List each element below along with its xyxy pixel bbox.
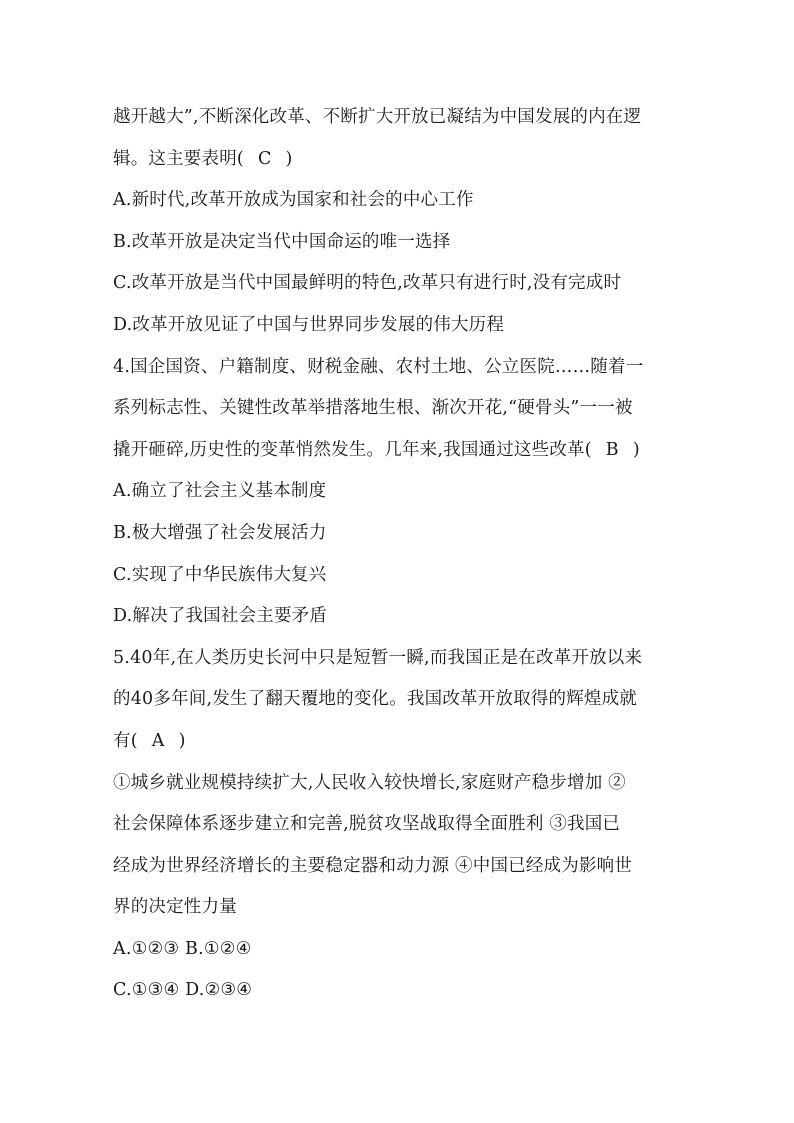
- q3-stem-suffix: ): [285, 148, 293, 169]
- q4-stem-line-1: 4.国企国资、户籍制度、财税金融、农村土地、公立医院……随着一: [113, 356, 644, 377]
- q3-option-c: C.改革开放是当代中国最鲜明的特色,改革只有进行时,没有完成时: [113, 273, 622, 294]
- q5-statement-line-4: 界的决定性力量: [113, 897, 237, 918]
- q5-statement-line-2: 社会保障体系逐步建立和完善,脱贫攻坚战取得全面胜利 ③我国已: [113, 814, 621, 835]
- q3-stem-line-2: [113, 139, 698, 181]
- q5-answer: A: [151, 730, 165, 751]
- q5-statement-line-3: 经成为世界经济增长的主要稳定器和动力源 ④中国已经成为影响世: [113, 855, 633, 876]
- q3-option-a: A.新时代,改革开放成为国家和社会的中心工作: [113, 190, 474, 211]
- q4-option-c: C.实现了中华民族伟大复兴: [113, 564, 327, 585]
- q5-statement-line-1: ①城乡就业规模持续扩大,人民收入较快增长,家庭财产稳步增加 ②: [113, 772, 626, 793]
- q4-answer: B: [605, 439, 619, 460]
- q5-stem-line-3: [113, 721, 698, 763]
- q5-stem-line-2: 的40多年间,发生了翻天覆地的变化。我国改革开放取得的辉煌成就: [113, 689, 638, 710]
- question-content: [113, 97, 698, 1012]
- q3-option-d: D.改革开放见证了中国与世界同步发展的伟大历程: [113, 314, 505, 335]
- q4-option-d: D.解决了我国社会主要矛盾: [113, 606, 328, 627]
- q3-answer: C: [257, 148, 272, 169]
- q4-stem-suffix: ): [632, 439, 640, 460]
- q4-stem-line-3: [113, 430, 698, 472]
- q5-options-row-1: A.①②③ B.①②④: [113, 938, 252, 959]
- q5-stem-suffix: ): [178, 730, 186, 751]
- q4-option-b: B.极大增强了社会发展活力: [113, 522, 327, 543]
- q5-stem-prefix: 有(: [113, 730, 138, 751]
- q5-options-row-2: C.①③④ D.②③④: [113, 980, 253, 1001]
- q3-stem-prefix: 辑。这主要表明(: [113, 148, 244, 169]
- q4-stem-prefix: 撬开砸碎,历史性的变革悄然发生。几年来,我国通过这些改革(: [113, 439, 592, 460]
- q4-stem-line-2: 系列标志性、关键性改革举措落地生根、渐次开花,“硬骨头”一一被: [113, 398, 633, 419]
- q4-option-a: A.确立了社会主义基本制度: [113, 481, 327, 502]
- q5-stem-line-1: 5.40年,在人类历史长河中只是短暂一瞬,而我国正是在改革开放以来: [113, 647, 643, 668]
- q3-option-b: B.改革开放是决定当代中国命运的唯一选择: [113, 231, 451, 252]
- q3-stem-line-1: 越开越大”,不断深化改革、不断扩大开放已凝结为中国发展的内在逻: [113, 107, 642, 127]
